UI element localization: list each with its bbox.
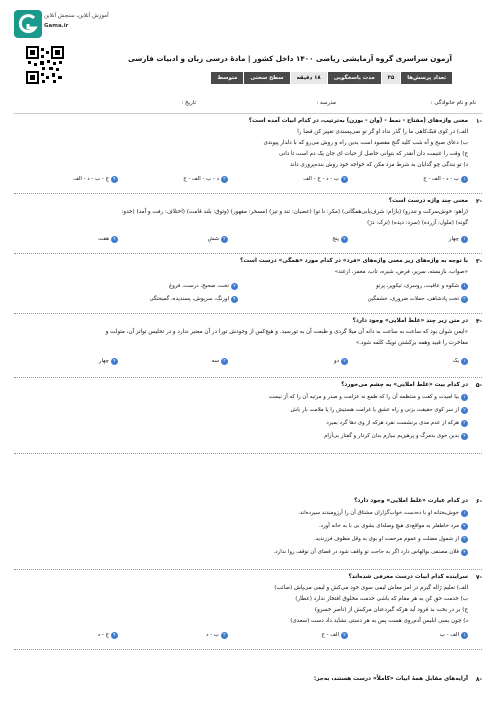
option-bullet-icon: ۳ bbox=[461, 536, 468, 543]
question-line: د) تو بندگی چو گدایان به شرط مزد مکن که خواجه خود روش بنده‌پروری داند bbox=[290, 162, 468, 168]
option-bullet-icon: ۱ bbox=[461, 358, 468, 365]
option-bullet-icon: ۴ bbox=[461, 549, 468, 556]
option-2[interactable]: ۲ ب - د - ج - الف bbox=[303, 176, 348, 183]
option-bullet-icon: ۱ bbox=[461, 510, 468, 517]
question-text: با توجه به واژه‌های زیر معنی واژه‌های «فرد» در کدام مورد «همگی» درست است؟ bbox=[240, 258, 468, 264]
question-line: الف) در کوی قبک‌کاهی ما را گذر نداد او گر تو نمی‌پسندی تغییر کن قضا را bbox=[297, 129, 468, 135]
questions-count-value: ۲۵ bbox=[381, 72, 401, 84]
option-2[interactable]: ۲ از سر کوی حقیقت بزنی و راه عشق یا غرامت هستیش را یا ملامت بار باش bbox=[291, 407, 468, 414]
question-line: (زاهو: خوش‌سرکت و تندرو) (بازام: شرف‌یابی‌همگانی) (مکر: نا تو) (عصیان: تند و تیز) (مسخر: مقهور) (وثوق: بلند قامت) (اختلاف: رفت و آمد) (خدو: bbox=[121, 209, 468, 215]
option-1[interactable]: ۱ چهار bbox=[449, 236, 468, 243]
question-number: -۵ bbox=[475, 382, 482, 389]
options-row bbox=[14, 358, 468, 367]
option-bullet-icon: ۴ bbox=[111, 236, 118, 243]
option-bullet-icon: ۳ bbox=[221, 176, 228, 183]
question-line: مفاخرت را قبید وهمه برکشتن تویک کلمه شود.» bbox=[355, 340, 468, 346]
question-line: گونه) (ملول: آزرده) (سرد: دیده) (ترک: دژ) bbox=[367, 220, 468, 226]
question-text: آرایه‌های مقابل همهٔ ابیات «کاملاً» درست هستند، به‌جز: bbox=[313, 676, 468, 682]
question-line: الف) تعلیم ژاله گیرم در امر معاش لیمی سوی خود می‌کش و لیمی می‌پاش (صائب) bbox=[274, 585, 468, 591]
question-number: -۴ bbox=[475, 318, 482, 325]
option-bullet-icon: ۳ bbox=[221, 358, 228, 365]
question-line: ج) وقت را غنیمت دان آنقدر که بتوانی حاصل از حیات ای جان یک دم است تا دانی bbox=[279, 151, 468, 157]
question-7 bbox=[14, 574, 482, 650]
option-4[interactable]: ۴ اورنگ، سرپوش، پسندیده، گمیختگی bbox=[149, 296, 238, 303]
question-4 bbox=[14, 318, 482, 378]
option-2[interactable]: ۲ تخت، صحیح، درست، فروغ bbox=[169, 283, 238, 290]
option-bullet-icon: ۲ bbox=[461, 523, 468, 530]
question-number: -۳ bbox=[475, 258, 482, 265]
options-row bbox=[14, 632, 468, 641]
option-4[interactable]: ۴ چهار bbox=[99, 358, 118, 365]
option-bullet-icon: ۴ bbox=[111, 358, 118, 365]
options-row bbox=[14, 236, 468, 245]
question-3 bbox=[14, 258, 482, 314]
question-8 bbox=[14, 676, 482, 690]
option-bullet-icon: ۲ bbox=[341, 176, 348, 183]
question-number: -۱ bbox=[475, 118, 482, 125]
question-6 bbox=[14, 498, 482, 570]
option-3[interactable]: ۳ از شمول مضلت و عموم مرحمت او بوی به وقل مظوف فرزندید. bbox=[314, 536, 468, 543]
question-line: ب) دعای صبح و آه شب کلید گنج مقصود است بدین راه و روش می‌رو که با دلدار پیوندی bbox=[263, 140, 468, 146]
site-domain: Gama.ir bbox=[44, 22, 69, 29]
option-bullet-icon: ۲ bbox=[341, 632, 348, 639]
school-field: مدرسه : bbox=[316, 100, 336, 106]
question-5 bbox=[14, 382, 482, 454]
options-row bbox=[14, 176, 468, 185]
option-bullet-icon: ۴ bbox=[111, 632, 118, 639]
page-header bbox=[0, 0, 496, 118]
student-name-field: نام و نام خانوادگی : bbox=[430, 100, 476, 106]
option-3[interactable]: ۳ سه bbox=[212, 358, 228, 365]
option-1[interactable]: ۱ شکوه و عافیت، روسری، تیکوپر، پرتو bbox=[376, 283, 468, 290]
date-field: تاریخ : bbox=[181, 100, 196, 106]
option-bullet-icon: ۲ bbox=[341, 358, 348, 365]
option-3[interactable]: ۳ هرکه از عدم مدی برنشست نقرد هرکه از وی دها گرد بمیرد bbox=[326, 420, 468, 427]
option-2[interactable]: ۲ الف - ج bbox=[321, 632, 348, 639]
exam-title: آزمون سراسری گروه آزمایشی ریاضی ۱۴۰۰ داخل کشور | مادهٔ درسی زبان و ادبیات فارسی bbox=[127, 54, 452, 63]
option-bullet-icon: ۳ bbox=[461, 420, 468, 427]
question-text: سراینده کدام ابیات درست معرفی شده‌اند؟ bbox=[348, 574, 468, 580]
option-bullet-icon: ۳ bbox=[461, 296, 468, 303]
question-number: -۸ bbox=[475, 676, 482, 683]
question-number: -۷ bbox=[475, 574, 482, 581]
option-3[interactable]: ۳ د - ب - الف - ج bbox=[183, 176, 228, 183]
option-4[interactable]: ۴ بدین خوی بدمرگ و پرهیزیم ببیارم بدان کردار و گفتار بی‌آزام bbox=[324, 433, 468, 440]
option-bullet-icon: ۱ bbox=[461, 394, 468, 401]
site-branding bbox=[44, 13, 109, 33]
option-4[interactable]: ۴ هفت bbox=[98, 236, 118, 243]
option-bullet-icon: ۱ bbox=[461, 283, 468, 290]
difficulty-label: سطح سختی bbox=[243, 72, 289, 84]
question-number: -۶ bbox=[475, 498, 482, 505]
option-3[interactable]: ۳ تخت پادشاهی، حملات ضروری، خشمگین bbox=[368, 296, 468, 303]
question-1 bbox=[14, 118, 482, 194]
option-4[interactable]: ۴ ج - د bbox=[98, 632, 118, 639]
option-2[interactable]: ۲ پنج bbox=[332, 236, 348, 243]
question-text: معنی چند واژه درست است؟ bbox=[388, 198, 468, 204]
option-bullet-icon: ۲ bbox=[341, 236, 348, 243]
option-1[interactable]: ۱ یک bbox=[453, 358, 468, 365]
option-bullet-icon: ۴ bbox=[461, 433, 468, 440]
question-line: «ایمن شوان بود که ساعت به ساعت به دانه آن میلا گردی و ظبعت آن به تورسید. و هیچ‌کس از وجودش تورا در آن معتبر ندارد و در تحلیس تواتر آن، متولت و bbox=[105, 329, 468, 335]
option-2[interactable]: ۲ دو bbox=[334, 358, 348, 365]
option-bullet-icon: ۱ bbox=[461, 236, 468, 243]
option-1[interactable]: ۱ بیا امیدت و کفت و منتظمه آن را که طمع نه عزامت و صدر و مرتبه آن را که آز نیست bbox=[269, 394, 468, 401]
difficulty-value: متوسط bbox=[210, 72, 243, 84]
student-info-row bbox=[20, 100, 476, 112]
question-line: «صواب، بازبسته، سریر، فرض، شیزه، تاب، مغمز، ارغند» bbox=[334, 269, 468, 275]
qr-code-icon bbox=[26, 46, 64, 84]
questions-count-label: تعداد پرسش‌ها bbox=[400, 72, 452, 84]
option-1[interactable]: ۱ خوش‌بختانه او با ده‌دست خواب‌گزاران مشتاق آن را آرزومندند سپرده‌اند. bbox=[298, 510, 468, 517]
option-4[interactable]: ۴ فلان مصنفی بوالهاس دارد اگر به حاجت تو واقف شود در قضای آن توقف روا ندارد. bbox=[274, 549, 468, 556]
option-2[interactable]: ۲ مرد خاطفلر به مواقع‌دی هیچ وصله‌ای بشوی بی با به خانه آورد. bbox=[319, 523, 468, 530]
question-text: در کدام بیت «غلط املایی» به چشم می‌خورد؟ bbox=[341, 382, 468, 388]
question-text: معنی واژه‌های (مفتاح - نمط - (وان - بوزن) به‌ترتیب، در کدام ابیات آمده است؟ bbox=[248, 118, 468, 124]
option-1[interactable]: ۱ ب - د - الف - ج bbox=[423, 176, 468, 183]
question-line: ج) بر در بخت بد فرود آید هرکه گیردعنان مرکبش از (ناصر خسرو) bbox=[314, 607, 468, 613]
options-row bbox=[14, 296, 468, 305]
option-bullet-icon: ۲ bbox=[231, 283, 238, 290]
exam-meta bbox=[210, 72, 452, 84]
question-number: -۲ bbox=[475, 198, 482, 205]
option-bullet-icon: ۲ bbox=[461, 407, 468, 414]
option-3[interactable]: ۳ شش bbox=[208, 236, 228, 243]
option-bullet-icon: ۴ bbox=[231, 296, 238, 303]
option-bullet-icon: ۱ bbox=[461, 176, 468, 183]
duration-label: مدت پاسخگویی bbox=[327, 72, 381, 84]
divider bbox=[14, 113, 482, 114]
duration-value: ۱۸ دقیقه bbox=[290, 72, 327, 84]
question-line: د) چون بسی ابلیس آدم‌روی هست پس به هر دستی نشاید داد دست (سعدی) bbox=[290, 618, 468, 624]
option-1[interactable]: ۱ الف - ب bbox=[440, 632, 468, 639]
option-bullet-icon: ۳ bbox=[221, 236, 228, 243]
option-4[interactable]: ۴ ج - ب - د - الف bbox=[73, 176, 118, 183]
option-3[interactable]: ۳ ب - د bbox=[206, 632, 228, 639]
question-text: در کدام عبارت «غلط املایی» وجود دارد؟ bbox=[354, 498, 468, 504]
site-name: آموزش آنلاین، سنجش آنلاین bbox=[44, 13, 109, 19]
question-text: در متن زیر چند «غلط املایی» وجود دارد؟ bbox=[352, 318, 468, 324]
option-bullet-icon: ۴ bbox=[111, 176, 118, 183]
question-line: ب) خدمت حق کن به هر مقام که باشی خدمت مخلوق افتخار ندارد (عطار) bbox=[295, 596, 468, 602]
question-2 bbox=[14, 198, 482, 254]
option-bullet-icon: ۱ bbox=[461, 632, 468, 639]
gama-logo-icon bbox=[14, 10, 42, 38]
options-row bbox=[14, 283, 468, 292]
option-bullet-icon: ۳ bbox=[221, 632, 228, 639]
